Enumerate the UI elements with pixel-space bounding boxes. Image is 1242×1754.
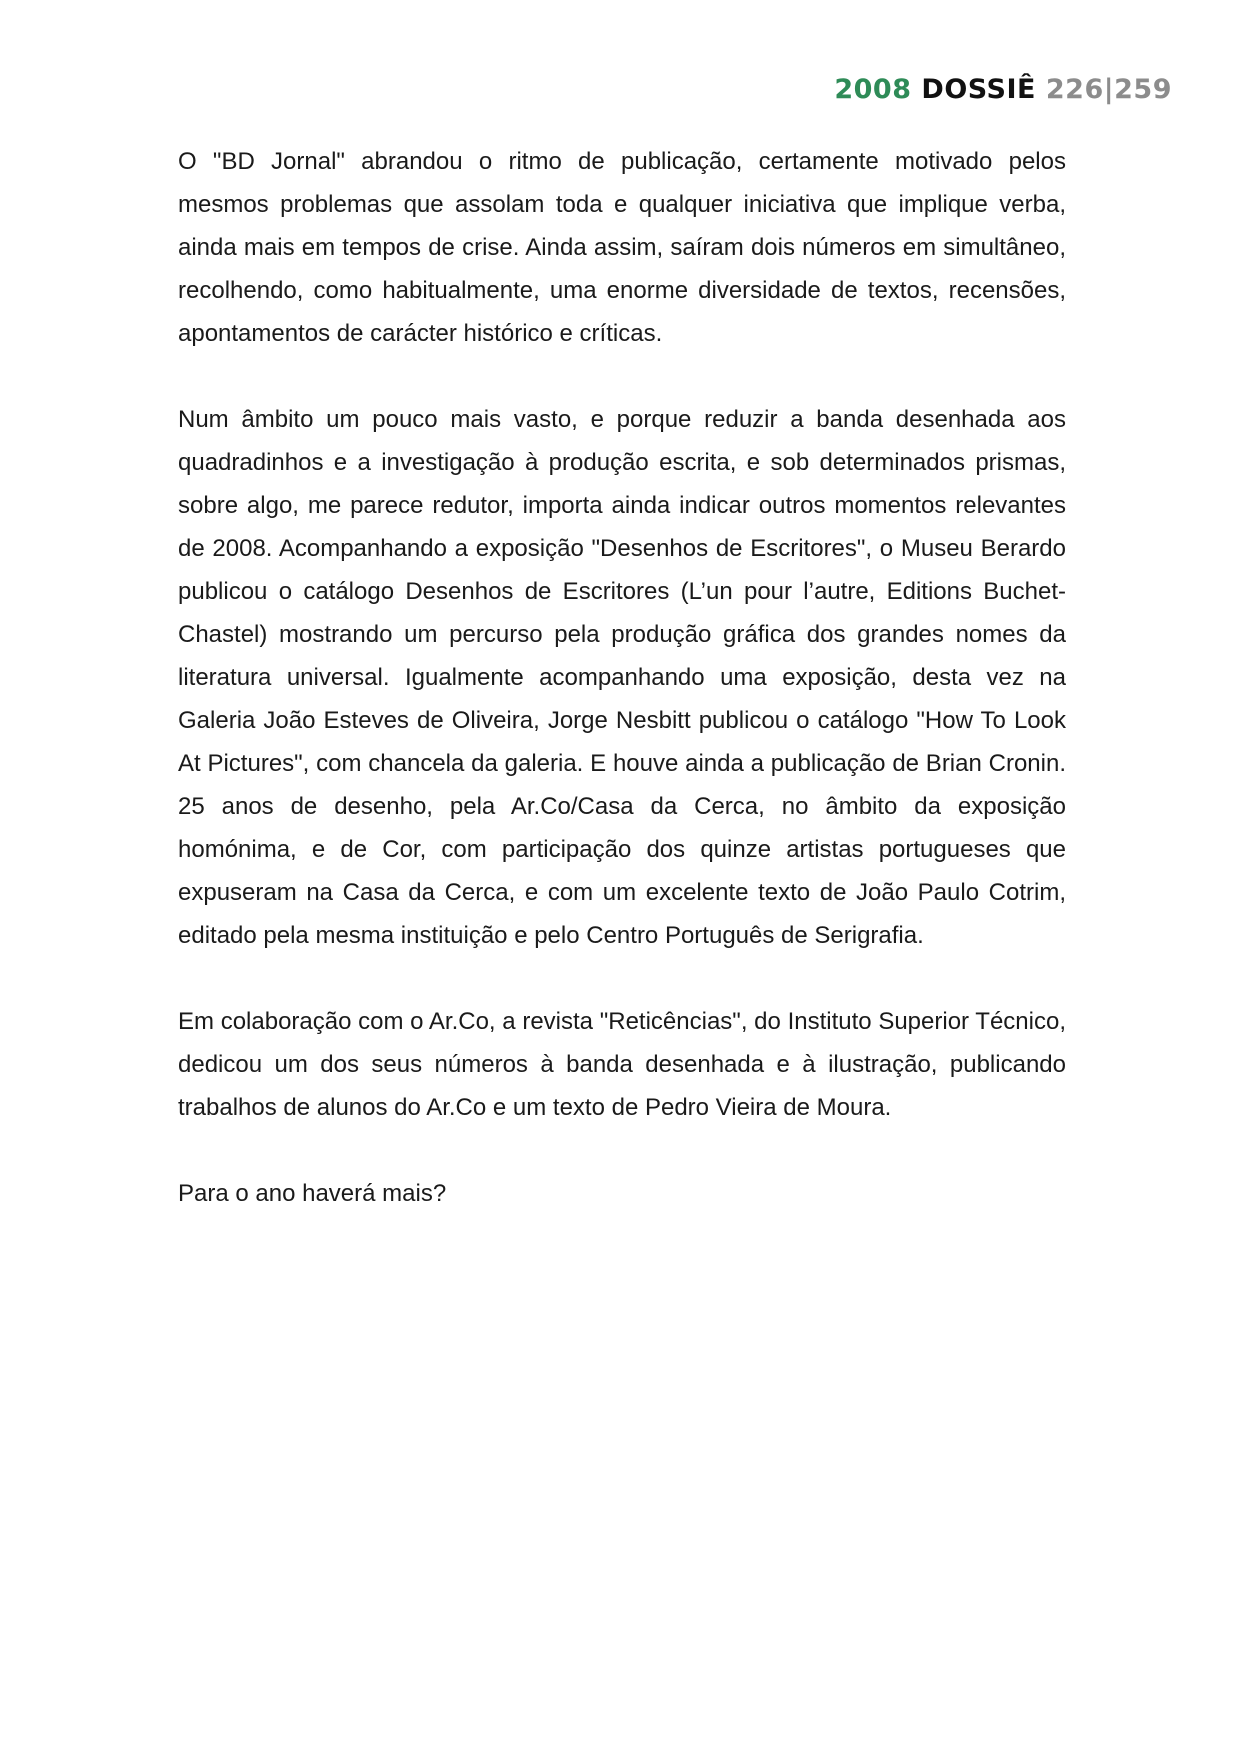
- header-page-total: 259: [1114, 74, 1172, 105]
- paragraph-reticencias: Em colaboração com o Ar.Co, a revista "Reticências", do Instituto Superior Técnico, dedicou um dos seus números à banda desenhada e à ilustração, publicando trabalhos de alunos do Ar.Co e um texto de Pedro Vieira de Moura.: [178, 1008, 1066, 1121]
- paragraph-bd-jornal: O "BD Jornal" abrandou o ritmo de publicação, certamente motivado pelos mesmos problemas que assolam toda e qualquer iniciativa que implique verba, ainda mais em tempos de crise. Ainda assim, saíram dois números em simultâneo, recolhendo, como habitualmente, uma enorme diversidade de textos, recensões, apontamentos de carácter histórico e críticas.: [178, 148, 1066, 347]
- header-title: DOSSIÊ: [921, 74, 1036, 105]
- paragraph-other-moments: Num âmbito um pouco mais vasto, e porque reduzir a banda desenhada aos quadradinhos e a investigação à produção escrita, e sob determinados prismas, sobre algo, me parece redutor, importa ainda indicar outros momentos relevantes de 2008. Acompanhando a exposição "Desenhos de Escritores", o Museu Berardo publicou o catálogo Desenhos de Escritores (L’un pour l’autre, Editions Buchet-Chastel) mostrando um percurso pela produção gráfica dos grandes nomes da literatura universal. Igualmente acompanhando uma exposição, desta vez na Galeria João Esteves de Oliveira, Jorge Nesbitt publicou o catálogo "How To Look At Pictures", com chancela da galeria. E houve ainda a publicação de Brian Cronin. 25 anos de desenho, pela Ar.Co/Casa da Cerca, no âmbito da exposição homónima, e de Cor, com participação dos quinze artistas portugueses que expuseram na Casa da Cerca, e com um excelente texto de João Paulo Cotrim, editado pela mesma instituição e pelo Centro Português de Serigrafia.: [178, 406, 1066, 949]
- header-year: 2008: [834, 74, 912, 105]
- document-body: [178, 140, 1066, 1258]
- page-header: [834, 76, 1172, 103]
- paragraph-closing-question: Para o ano haverá mais?: [178, 1180, 447, 1207]
- header-page-current: 226: [1045, 74, 1104, 105]
- header-page-separator: |: [1103, 74, 1115, 105]
